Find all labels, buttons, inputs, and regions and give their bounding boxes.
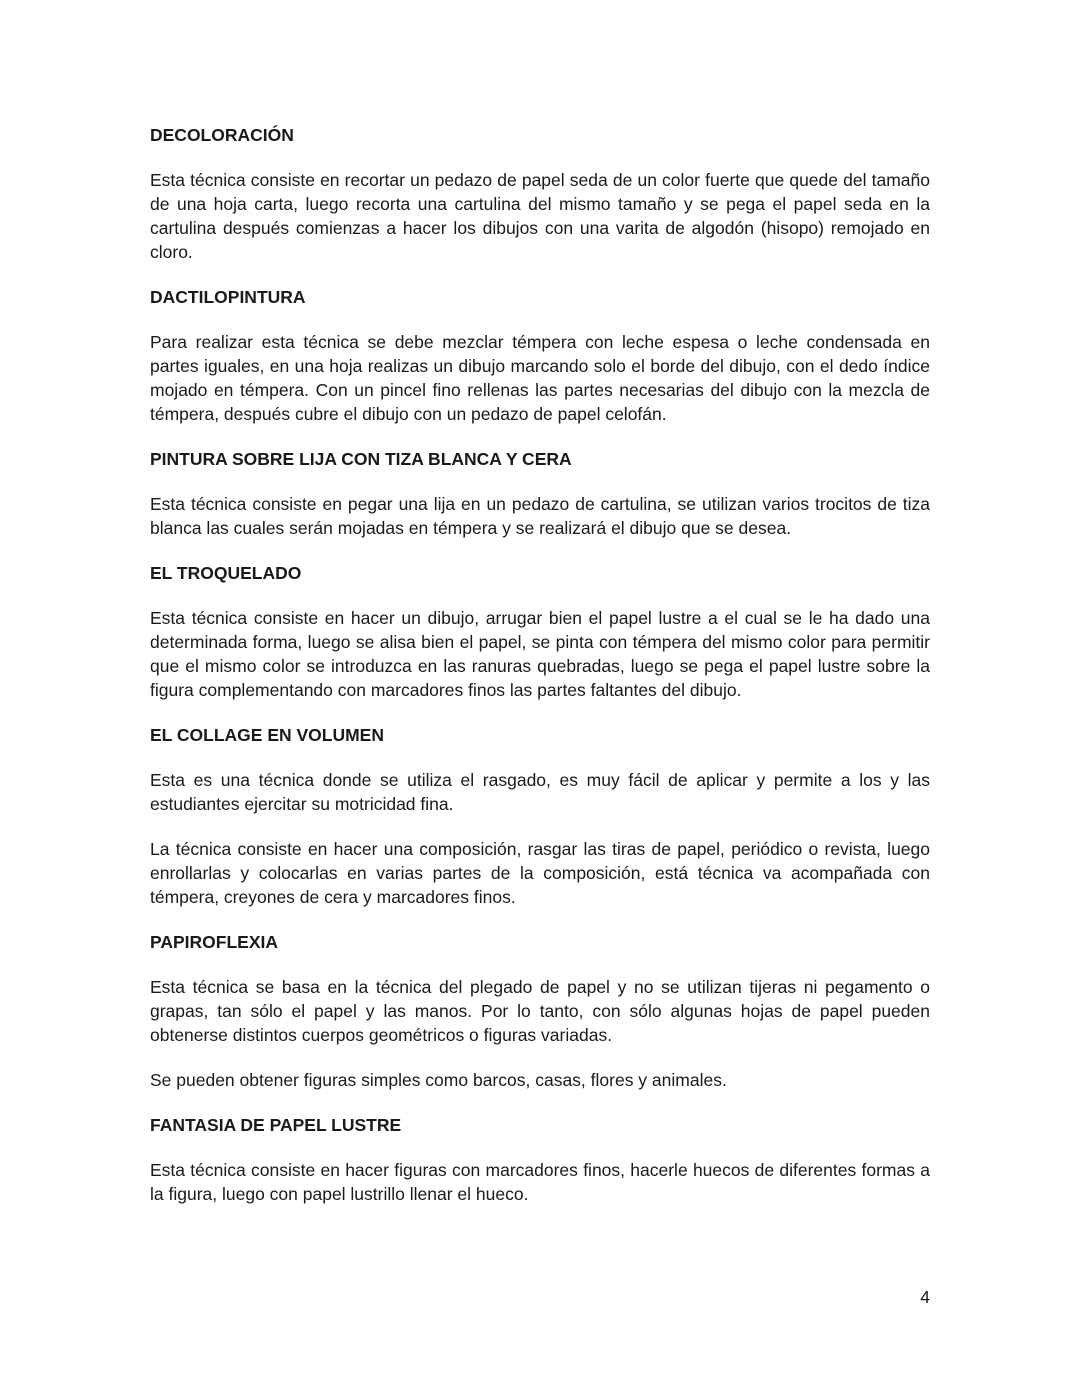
section-heading: DECOLORACIÓN (150, 125, 294, 145)
section-paragraph: Para realizar esta técnica se debe mezclar témpera con leche espesa o leche condensada en partes iguales, en una hoja realizas un dibujo marcando solo el borde del dibujo, con el dedo índice mojado en témpera. Con un pincel fino rellenas las partes necesarias del dibujo con la mezcla de témpera, después cubre el dibujo con un pedazo de papel celofán. (150, 332, 930, 424)
section-paragraph: Se pueden obtener figuras simples como barcos, casas, flores y animales. (150, 1070, 727, 1090)
section-heading: PAPIROFLEXIA (150, 932, 279, 952)
document-page (150, 123, 930, 1227)
page-number: 4 (920, 1287, 930, 1307)
section-el-troquelado (150, 561, 930, 702)
section-heading: PINTURA SOBRE LIJA CON TIZA BLANCA Y CERA (150, 449, 572, 469)
section-paragraph: Esta técnica consiste en hacer figuras con marcadores finos, hacerle huecos de diferentes formas a la figura, luego con papel lustrillo llenar el hueco. (150, 1160, 930, 1204)
section-heading: DACTILOPINTURA (150, 287, 306, 307)
section-heading: EL COLLAGE EN VOLUMEN (150, 725, 384, 745)
section-paragraph: Esta técnica consiste en recortar un pedazo de papel seda de un color fuerte que quede del tamaño de una hoja carta, luego recorta una cartulina del mismo tamaño y se pega el papel seda en la cartulina después comienzas a hacer los dibujos con una varita de algodón (hisopo) remojado en cloro. (150, 170, 930, 262)
section-paragraph: Esta técnica consiste en pegar una lija en un pedazo de cartulina, se utilizan varios trocitos de tiza blanca las cuales serán mojadas en témpera y se realizará el dibujo que se desea. (150, 494, 930, 538)
section-paragraph: Esta técnica se basa en la técnica del plegado de papel y no se utilizan tijeras ni pegamento o grapas, tan sólo el papel y las manos. Por lo tanto, con sólo algunas hojas de papel pueden obtenerse distintos cuerpos geométricos o figuras variadas. (150, 977, 930, 1045)
section-paragraph: Esta técnica consiste en hacer un dibujo, arrugar bien el papel lustre a el cual se le ha dado una determinada forma, luego se alisa bien el papel, se pinta con témpera del mismo color para permitir que el mismo color se introduzca en las ranuras quebradas, luego se pega el papel lustre sobre la figura complementando con marcadores finos las partes faltantes del dibujo. (150, 608, 930, 700)
section-pintura-sobre-lija (150, 447, 930, 540)
section-papiroflexia (150, 930, 930, 1092)
section-paragraph: Esta es una técnica donde se utiliza el rasgado, es muy fácil de aplicar y permite a los y las estudiantes ejercitar su motricidad fina. (150, 770, 930, 814)
section-heading: FANTASIA DE PAPEL LUSTRE (150, 1115, 402, 1135)
section-collage-en-volumen (150, 723, 930, 909)
section-fantasia-papel-lustre (150, 1113, 930, 1206)
section-decoloracion (150, 123, 930, 264)
section-heading: EL TROQUELADO (150, 563, 302, 583)
section-dactilopintura (150, 285, 930, 426)
section-paragraph: La técnica consiste en hacer una composición, rasgar las tiras de papel, periódico o revista, luego enrollarlas y colocarlas en varias partes de la composición, está técnica va acompañada con témpera, creyones de cera y marcadores finos. (150, 839, 930, 907)
